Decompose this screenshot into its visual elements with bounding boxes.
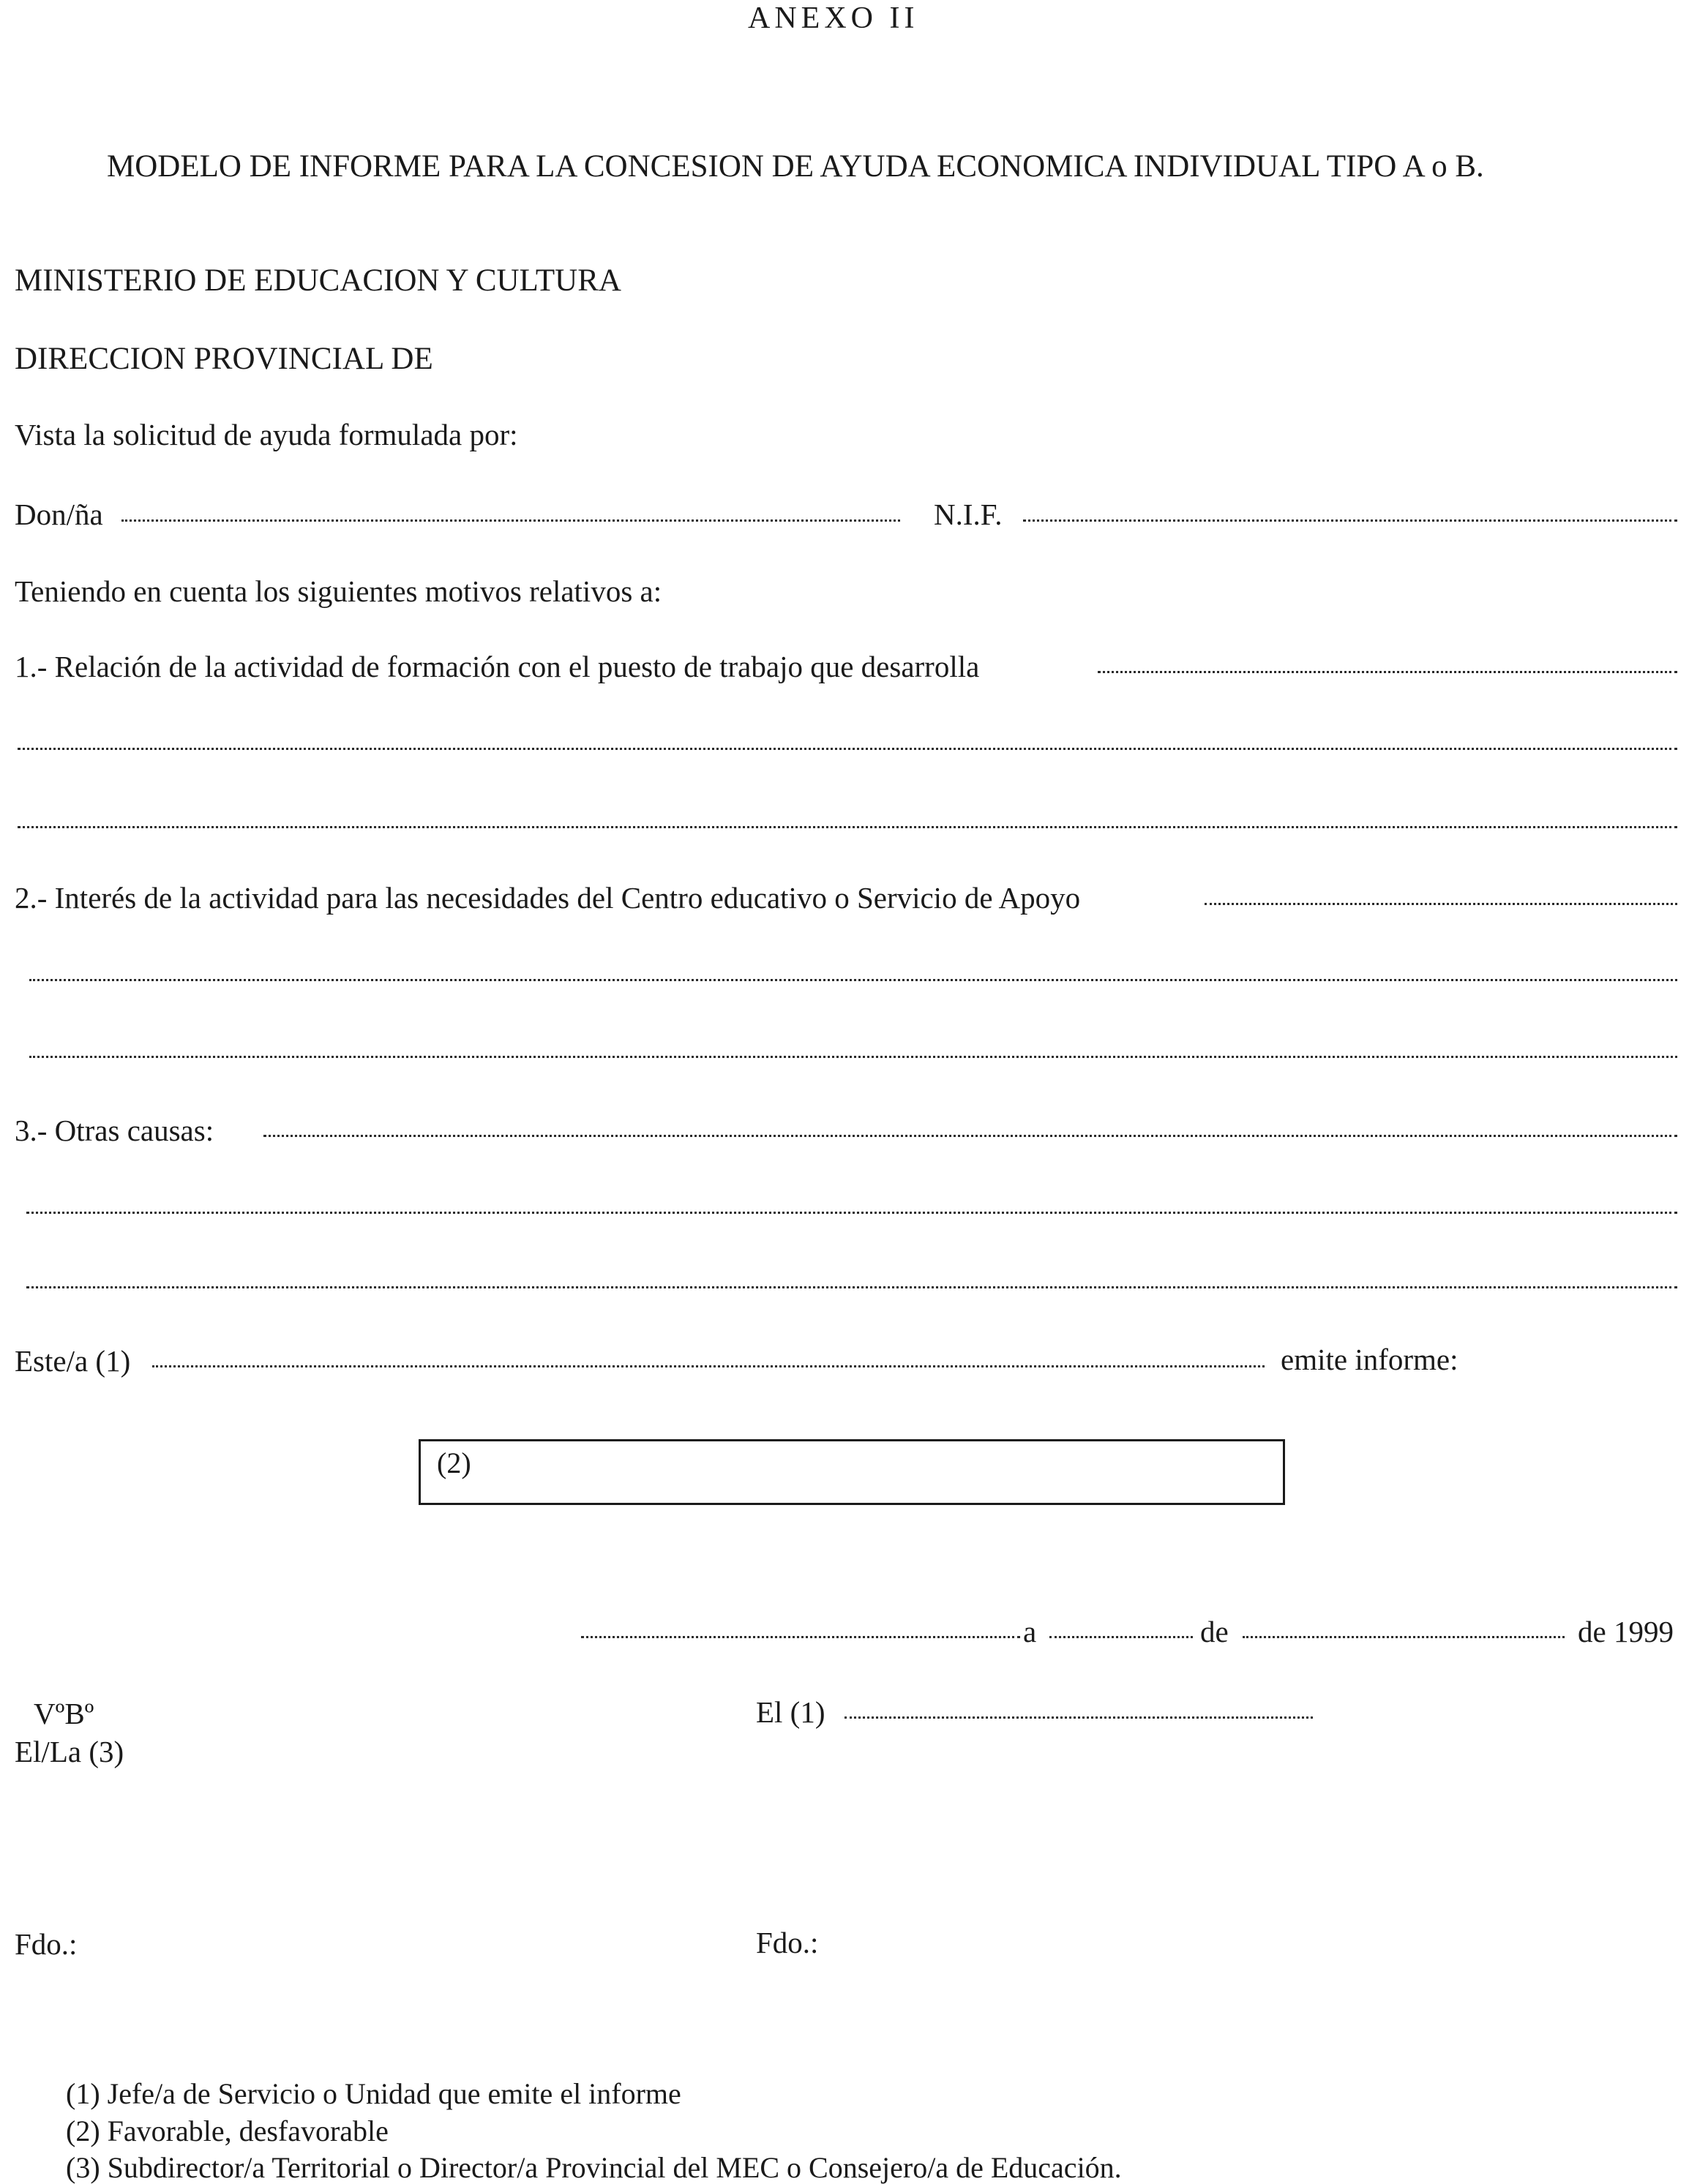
date-day-field[interactable] [1049,1636,1193,1638]
item-3-field-line-2[interactable] [26,1212,1677,1214]
date-a-label: a [1023,1615,1037,1648]
nif-field[interactable] [1023,519,1677,522]
footnote-3: (3) Subdirector/a Territorial o Director/a Provincial del MEC o Consejero/a de Educación. [66,2151,1122,2184]
footnote-1: (1) Jefe/a de Servicio o Unidad que emite el informe [66,2077,681,2110]
item-3-label: 3.- Otras causas: [15,1114,214,1147]
direction-label: DIRECCION PROVINCIAL DE [15,342,433,376]
item-1-field-line-2[interactable] [18,748,1677,750]
issuer-label: Este/a (1) [15,1344,131,1378]
fdo-left-label: Fdo.: [15,1927,78,1961]
name-label: Don/ña [15,498,103,531]
nif-label: N.I.F. [934,498,1003,531]
el-1-field[interactable] [844,1716,1313,1719]
item-1-field-line-3[interactable] [18,826,1677,828]
report-result-box[interactable] [419,1439,1285,1505]
item-1-field[interactable] [1098,671,1677,673]
item-3-field-line-3[interactable] [26,1286,1677,1288]
item-1-label: 1.- Relación de la actividad de formación con el puesto de trabajo que desarrolla [15,650,980,683]
footnote-2: (2) Favorable, desfavorable [66,2114,389,2147]
issuer-field[interactable] [152,1365,1265,1367]
item-2-field-line-2[interactable] [29,979,1677,981]
el-1-label: El (1) [756,1695,825,1729]
name-field[interactable] [121,519,900,522]
form-title: MODELO DE INFORME PARA LA CONCESION DE AYUDA ECONOMICA INDIVIDUAL TIPO A o B. [107,149,1484,184]
annex-title: ANEXO II [748,1,919,35]
result-box-label: (2) [437,1446,471,1479]
request-label: Vista la solicitud de ayuda formulada por: [15,418,518,451]
item-2-field-line-3[interactable] [29,1056,1677,1058]
item-3-field[interactable] [263,1135,1677,1137]
item-2-label: 2.- Interés de la actividad para las necesidades del Centro educativo o Servicio de Apoyo [15,881,1081,915]
item-2-field[interactable] [1205,903,1677,905]
emits-label: emite informe: [1281,1343,1458,1376]
date-de-label: de [1200,1615,1229,1648]
motives-intro: Teniendo en cuenta los siguientes motivos relativos a: [15,574,662,608]
el-la-label: El/La (3) [15,1735,124,1768]
fdo-right-label: Fdo.: [756,1926,819,1959]
date-year-label: de 1999 [1578,1615,1674,1648]
vobo-label: VºBº [34,1697,94,1730]
date-month-field[interactable] [1243,1636,1565,1638]
date-place-field[interactable] [581,1636,1020,1638]
ministry-label: MINISTERIO DE EDUCACION Y CULTURA [15,263,621,298]
